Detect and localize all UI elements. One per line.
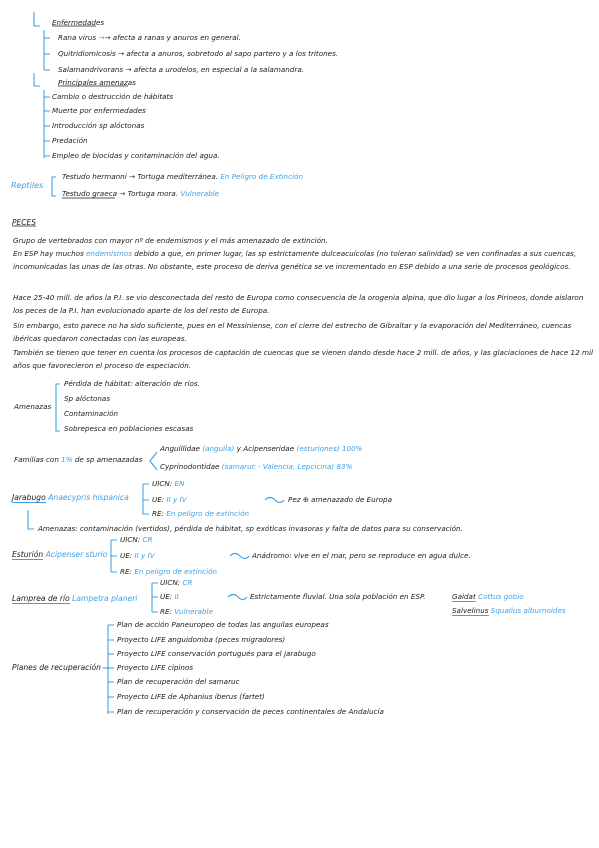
key: Salvelinus [452,606,489,615]
species-name: Lamprea de río [12,594,70,603]
enf-name: Quitridiomicosis [58,49,116,58]
peces-p2 [13,248,593,273]
familia-row-1 [160,444,363,454]
p2-highlight: endemismos [86,249,132,258]
value: Cottus gobio [478,592,524,601]
common-name: (esturiones) [296,444,340,453]
lamprea-label [12,594,137,604]
side-note-2 [452,606,566,616]
key: UICN: [160,578,181,587]
enf-desc: → afecta a ranas y anuros en general. [104,33,241,42]
lamprea-note: Estrictamente fluvial. Una sola población en ESP. [250,592,426,601]
enf-desc: → afecta a anuros, sobretodo al sapo partero y a los tritones. [118,49,339,58]
key: UE: [120,551,133,560]
conj: y [236,444,241,453]
value: EN [174,479,185,488]
sci-name: Lampetra planeri [72,594,138,603]
key: UE: [152,495,165,504]
family-name: Anguillidae [160,444,200,453]
arrow: → [98,33,105,42]
plan-item: Proyecto LIFE cipinos [117,663,194,672]
common-name: → Tortuga mediterránea. [129,172,219,181]
value: CR [142,535,153,544]
peces-amenazas-label: Amenazas [14,402,52,411]
familias-pct: 1% [61,455,73,464]
familias-text: de sp amenazadas [74,455,143,464]
reptiles-label: Reptiles [11,181,44,190]
plan-item: Proyecto LIFE anguidomba (peces migradores) [117,635,286,644]
amenaza-item: Empleo de biocidas y contaminación del agua. [52,151,220,160]
jarabugo-re [152,509,249,519]
side-note-1 [452,592,524,602]
species-name: Testudo graeca [62,189,117,198]
common-name: → Tortuga mora. [119,189,179,198]
species-name: Esturión [12,550,44,559]
key: Gaidat [452,592,476,601]
jarabugo-label [12,493,129,503]
value: CR [182,578,193,587]
amenaza-item: Cambio o destrucción de hábitats [52,92,174,101]
peces-p3: Hace 25-40 mill. de años la P.I. se vio desconectada del resto de Europa como consecuencia de la orogenia alpina, que dio lugar a los Pirineos, donde aislaron los peces de la P.I. han evolucionado aparte de los del resto de Europa. [13,293,584,315]
esturion-re [120,567,217,577]
reptile-row-1 [62,172,303,182]
amenaza-item: Introducción sp alóctonas [52,121,145,130]
familias-text: Familias con [14,455,59,464]
percent: 100% [341,444,363,453]
enf-row-2 [58,49,338,59]
esturion-ue [120,551,155,561]
esturion-uicn [120,535,153,545]
common-name: (anguila) [202,444,235,453]
reptile-row-2 [62,189,219,199]
amenaza-item: Muerte por enfermedades [52,106,146,115]
lamprea-uicn [160,578,193,588]
percent: 83% [336,462,353,471]
p2-text: debido a que, en primer lugar, las sp estrictamente dulceacuícolas (no toleran salinidad) se ven confinadas a sus cuencas, incomunicadas las unas de las otras. No obstante, este proceso de deriva genética se ve incrementado en ESP debido a una serie de procesos geológicos. [13,249,577,271]
amenazas-title: Principales amenazas [58,78,136,87]
species-name: Testudo hermanni [62,172,127,181]
enf-desc: → afecta a urodelos, en especial a la salamandra. [125,65,305,74]
plan-item: Proyecto LIFE conservación portugués para el jarabugo [117,649,316,658]
sci-name: Anaecypris hispanica [48,493,129,502]
jarabugo-note: Pez ⊕ amenazado de Europa [288,495,393,504]
family-name: Cyprinodontidae [160,462,220,471]
key: UICN: [152,479,173,488]
esturion-note: Anádromo: vive en el mar, pero se reproduce en agua dulce. [252,551,471,560]
familias-label [14,455,142,465]
jarabugo-amenazas: Amenazas: contaminación (vertidos), pérdida de hábitat, sp exóticas invasoras y falta de datos para su conservación. [38,524,463,533]
species-name: Jarabugo [12,493,46,502]
plan-item: Plan de recuperación del samaruc [117,677,240,686]
plan-item: Proyecto LIFE de Aphanius iberus (fartet) [117,692,265,701]
peces-p4: Sin embargo, esto parece no ha sido suficiente, pues en el Messiniense, con el cierre del estrecho de Gibraltar y la evaporación del Mediterráneo, cuencas ibéricas quedaron conectadas con las europeas. [13,321,572,343]
p2-text: En ESP hay muchos [13,249,87,258]
lamprea-re [160,607,213,617]
jarabugo-uicn [152,479,184,489]
jarabugo-ue [152,495,187,505]
familia-row-2 [160,462,352,472]
peces-amenaza: Sp alóctonas [64,394,111,403]
peces-p1: Grupo de vertebrados con mayor nº de endemismos y el más amenazado de extinción. [13,236,328,245]
value: II [174,592,179,601]
key: UICN: [120,535,141,544]
enf-name: Rana virus [58,33,97,42]
enf-row-1 [58,33,241,43]
key: RE: [152,509,164,518]
peces-amenaza: Sobrepesca en poblaciones escasas [64,424,194,433]
value: II y IV [134,551,155,560]
value: Vulnerable [174,607,213,616]
peces-title: PECES [12,218,36,227]
value: En peligro de extinción [134,567,218,576]
common-name: (samaruc - Valencia, Lepcicina) [221,462,335,471]
key: RE: [120,567,132,576]
value: Squalius alburnoides [490,606,566,615]
sci-name: Acipenser sturio [45,550,108,559]
amenaza-item: Predación [52,136,88,145]
enf-name: Salamandrivorans [58,65,124,74]
enfermedades-title: Enfermedades [52,18,105,27]
peces-amenaza: Pérdida de hábitat: alteración de ríos. [64,379,200,388]
key: UE: [160,592,173,601]
key: RE: [160,607,172,616]
enf-row-3 [58,65,304,75]
plan-item: Plan de acción Paneuropeo de todas las anguilas europeas [117,620,329,629]
plan-item: Plan de recuperación y conservación de peces continentales de Andalucía [117,707,384,716]
value: En peligro de extinción [166,509,250,518]
status: En Peligro de Extinción [220,172,303,181]
peces-amenaza: Contaminación [64,409,119,418]
lamprea-ue [160,592,179,602]
family-name: Acipenseridae [243,444,295,453]
planes-label: Planes de recuperación [12,663,101,672]
esturion-label [12,550,107,560]
value: II y IV [166,495,187,504]
status: Vulnerable [180,189,220,198]
peces-p5: También se tienen que tener en cuenta los procesos de captación de cuencas que se vienen dando desde hace 2 mill. de años, y las glaciaciones de hace 12 mil años que favorecieron el proceso de especiación. [13,348,593,370]
